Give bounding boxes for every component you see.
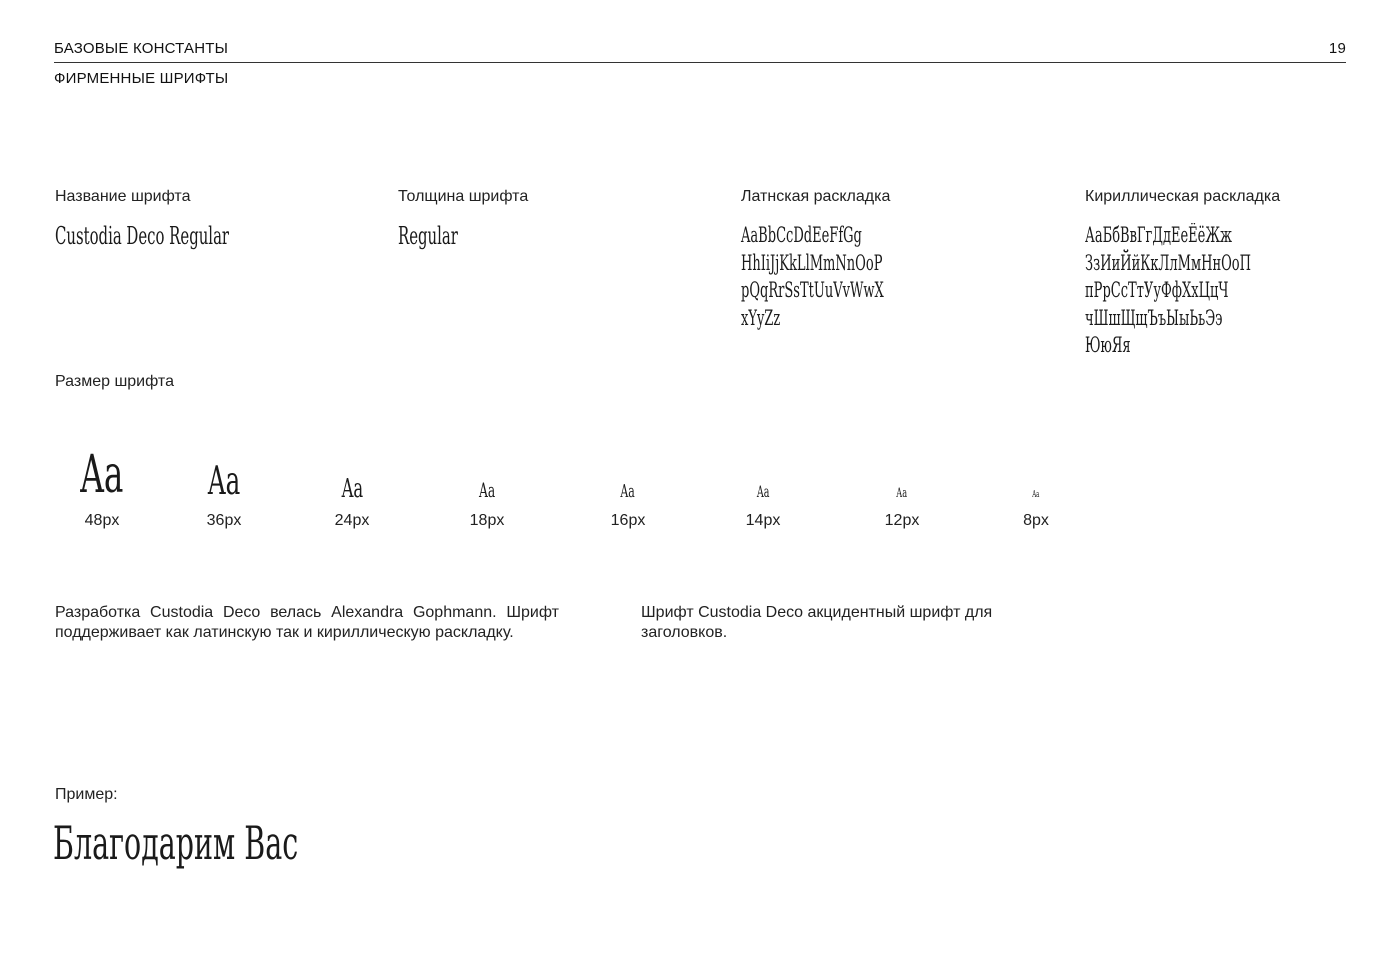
- size-glyph: Aa: [207, 458, 241, 505]
- latin-specimen: [741, 222, 884, 332]
- description-right: Шрифт Custodia Deco акцидентный шрифт для заголовков.: [641, 604, 993, 641]
- size-glyph: Aa: [896, 486, 908, 501]
- size-label: 48px: [84, 512, 120, 529]
- size-glyph: Aa: [80, 444, 124, 506]
- size-sample: [54, 444, 150, 530]
- size-sample: [854, 484, 950, 530]
- size-sample: [580, 484, 676, 530]
- page-number: 19: [1328, 40, 1346, 57]
- size-glyph: Aa: [478, 479, 496, 502]
- size-glyph: Aa: [341, 472, 363, 504]
- size-glyph: Aa: [620, 482, 636, 502]
- size-glyph: Aa: [756, 483, 770, 501]
- size-label: 18px: [469, 512, 505, 529]
- latin-line: xYyZz: [741, 305, 781, 330]
- size-sample: [304, 472, 400, 530]
- cyrillic-line: пРрСсТтУуФфХхЦцЧ: [1085, 278, 1229, 302]
- cyrillic-line: чШшЩщЪъЫыЬьЭэ: [1085, 305, 1223, 330]
- font-weight-label: Толщина шрифта: [398, 188, 529, 205]
- cyrillic-layout-label: Кириллическая раскладка: [1085, 188, 1281, 205]
- size-label: 16px: [610, 512, 646, 529]
- size-label: 14px: [745, 512, 781, 529]
- header-divider: [54, 62, 1346, 63]
- cyrillic-specimen: [1085, 222, 1251, 360]
- font-size-label: Размер шрифта: [55, 373, 174, 390]
- subsection-title: ФИРМЕННЫЕ ШРИФТЫ: [54, 70, 229, 87]
- size-label: 8px: [1023, 512, 1049, 529]
- example-label: Пример:: [55, 786, 118, 803]
- font-name-label: Название шрифта: [55, 188, 191, 205]
- size-sample: [715, 484, 811, 530]
- latin-line: HhIiJjKkLlMmNnOoP: [741, 250, 883, 275]
- size-glyph: Aa: [1032, 490, 1040, 500]
- size-label: 36px: [206, 512, 242, 529]
- font-size-samples: [54, 420, 1114, 530]
- description-left: Разработка Custodia Deco велась Alexandra Gophmann. Шрифт поддерживает как латинскую так и кириллическую раскладку.: [55, 604, 559, 641]
- font-weight-value: Regular: [398, 222, 458, 250]
- size-sample: [988, 484, 1084, 530]
- latin-layout-label: Латнская раскладка: [741, 188, 891, 205]
- size-label: 24px: [334, 512, 370, 529]
- font-name-value: Custodia Deco Regular: [55, 222, 230, 250]
- cyrillic-line: ЮюЯя: [1085, 333, 1131, 357]
- cyrillic-line: АаБбВвГгДдЕеЁёЖж: [1085, 223, 1232, 247]
- size-sample: [439, 481, 535, 530]
- latin-line: pQqRrSsTtUuVvWwX: [741, 278, 884, 302]
- example-text: Благодарим Вас: [53, 816, 299, 870]
- cyrillic-line: ЗзИиЙйКкЛлМмНнОоП: [1085, 250, 1251, 275]
- latin-line: AaBbCcDdEeFfGg: [741, 223, 862, 247]
- section-title: БАЗОВЫЕ КОНСТАНТЫ: [54, 40, 229, 57]
- size-sample: [176, 458, 272, 530]
- size-label: 12px: [884, 512, 920, 529]
